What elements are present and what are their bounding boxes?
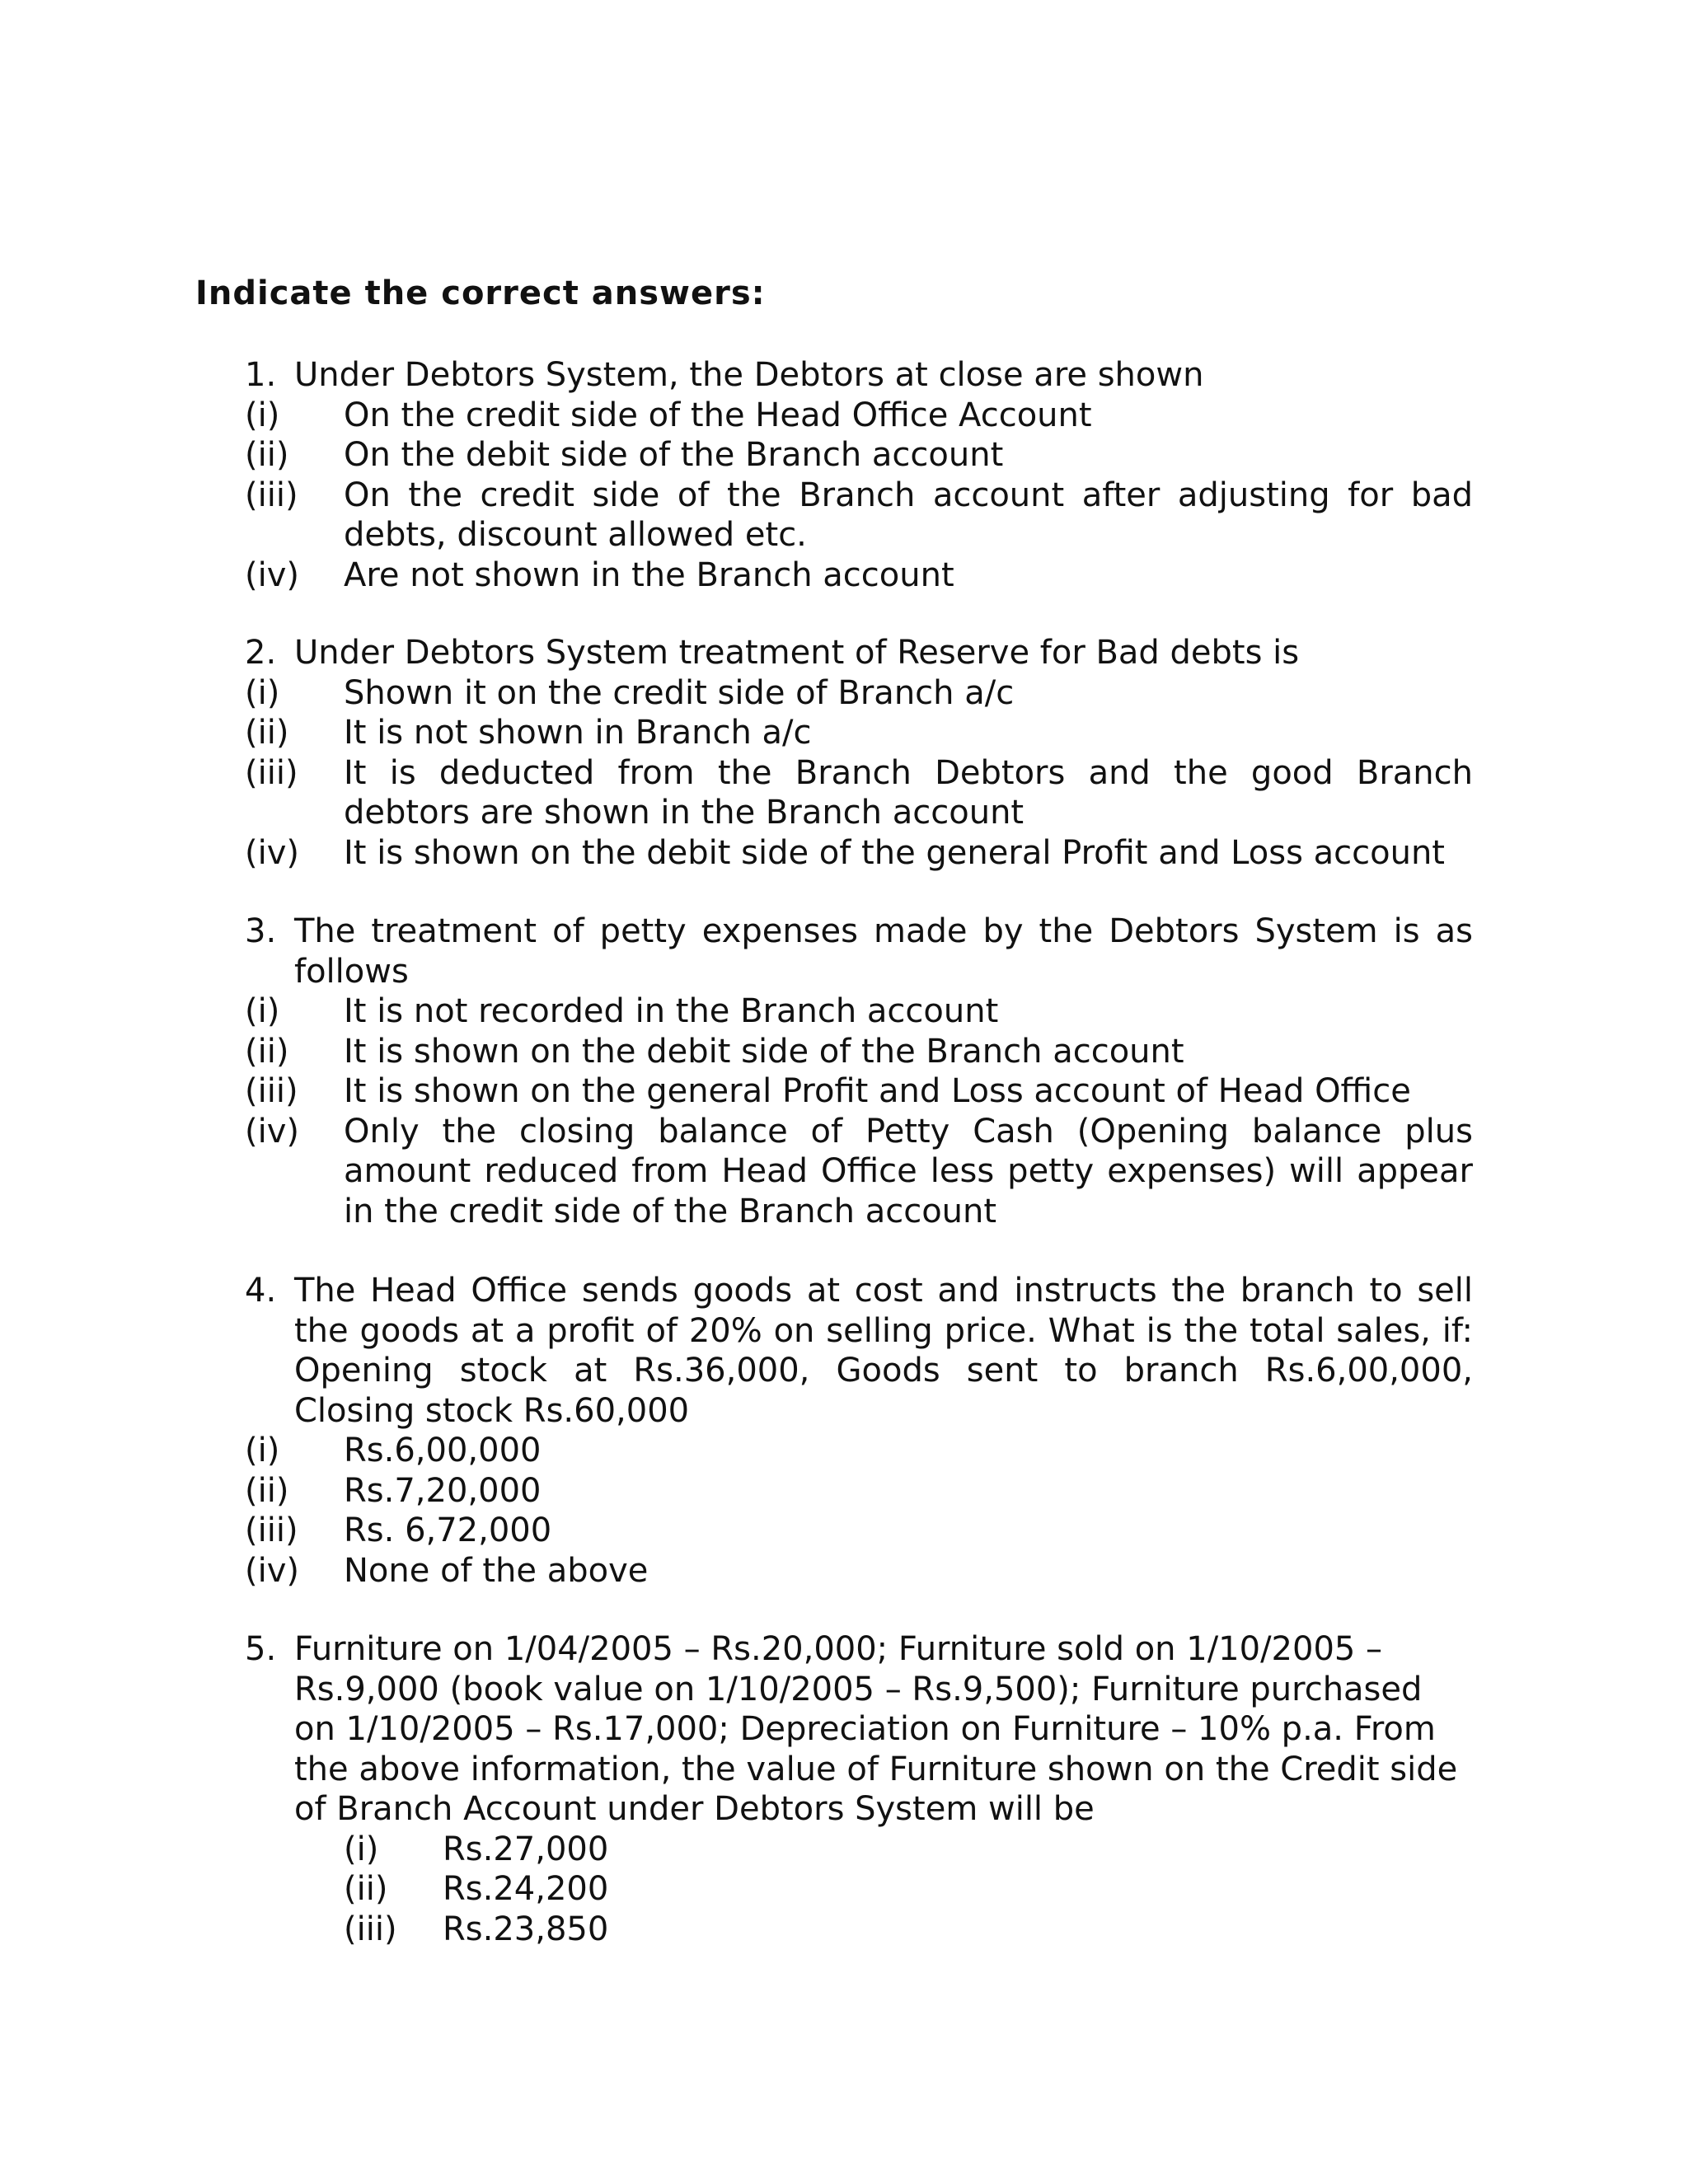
option-label: (iii) bbox=[245, 753, 298, 792]
option-row bbox=[245, 435, 1473, 476]
question-4 bbox=[245, 1271, 1473, 1591]
option-row bbox=[245, 833, 1473, 874]
question-text-row bbox=[245, 1271, 1473, 1431]
option-row bbox=[245, 1431, 1473, 1471]
option-text: Are not shown in the Branch account bbox=[344, 555, 954, 594]
option-row bbox=[245, 753, 1473, 833]
option-text: Rs. 6,72,000 bbox=[344, 1511, 552, 1549]
option-row bbox=[245, 1471, 1473, 1511]
option-text: It is shown on the debit side of the general Profit and Loss account bbox=[344, 833, 1445, 872]
option-row bbox=[245, 991, 1473, 1032]
option-text: On the debit side of the Branch account bbox=[344, 436, 1004, 474]
option-text: It is shown on the debit side of the Branch account bbox=[344, 1032, 1184, 1071]
option-text: It is not recorded in the Branch account bbox=[344, 992, 999, 1030]
option-row bbox=[344, 1869, 1473, 1910]
option-label: (iii) bbox=[344, 1910, 397, 1948]
option-row bbox=[245, 1551, 1473, 1591]
option-row bbox=[245, 1032, 1473, 1072]
question-text-row bbox=[245, 912, 1473, 991]
question-5 bbox=[245, 1629, 1473, 1949]
option-row bbox=[245, 1112, 1473, 1232]
option-label: (iv) bbox=[245, 1112, 299, 1151]
option-label: (ii) bbox=[245, 436, 289, 474]
option-text: On the credit side of the Branch account after adjusting for bad debts, discount allowed etc. bbox=[344, 476, 1473, 554]
option-text: It is not shown in Branch a/c bbox=[344, 714, 812, 752]
option-label: (ii) bbox=[245, 1471, 289, 1510]
option-label: (iii) bbox=[245, 1072, 298, 1110]
question-number: 3. bbox=[245, 912, 277, 950]
option-label: (i) bbox=[245, 396, 280, 434]
option-text: It is shown on the general Profit and Loss account of Head Office bbox=[344, 1072, 1411, 1110]
question-number: 2. bbox=[245, 634, 277, 672]
option-text: Shown it on the credit side of Branch a/c bbox=[344, 673, 1015, 712]
question-text-row bbox=[245, 1629, 1473, 1830]
option-row bbox=[245, 555, 1473, 596]
option-text: On the credit side of the Head Office Account bbox=[344, 396, 1092, 434]
option-row bbox=[245, 1071, 1473, 1112]
question-text-row bbox=[245, 355, 1473, 396]
option-label: (i) bbox=[245, 992, 280, 1030]
option-label: (iv) bbox=[245, 1551, 299, 1590]
question-number: 4. bbox=[245, 1272, 277, 1310]
option-row bbox=[245, 1511, 1473, 1551]
option-text: Rs.6,00,000 bbox=[344, 1432, 542, 1469]
option-label: (iii) bbox=[245, 476, 298, 514]
option-row bbox=[245, 476, 1473, 555]
question-text: Furniture on 1/04/2005 – Rs.20,000; Furniture sold on 1/10/2005 – Rs.9,000 (book value on 1/10/2005 – Rs.9,500); Furniture purchased on 1/10/2005 – Rs.17,000; Depreciation on Furniture – 10% p.a. From the above information, the value of Furniture shown on the Credit side of Branch Account under Debtors System will be bbox=[294, 1630, 1458, 1828]
option-label: (ii) bbox=[245, 714, 289, 752]
option-text: Rs.27,000 bbox=[443, 1830, 609, 1868]
option-label: (iv) bbox=[245, 555, 299, 594]
option-label: (iv) bbox=[245, 833, 299, 872]
option-row bbox=[245, 673, 1473, 714]
page-heading: Indicate the correct answers: bbox=[195, 274, 766, 312]
question-text: The Head Office sends goods at cost and instructs the branch to sell the goods at a profit of 20% on selling price. What is the total sales, if: Opening stock at Rs.36,000, Goods sent to branch Rs.6,00,000, Closing stock Rs.60,000 bbox=[294, 1272, 1473, 1430]
question-1 bbox=[245, 355, 1473, 595]
option-text: Rs.24,200 bbox=[443, 1870, 609, 1908]
option-label: (i) bbox=[245, 673, 280, 712]
option-row bbox=[344, 1830, 1473, 1870]
question-2 bbox=[245, 633, 1473, 873]
option-label: (i) bbox=[245, 1432, 280, 1469]
option-text: It is deducted from the Branch Debtors and the good Branch debtors are shown in the Branch account bbox=[344, 753, 1473, 832]
option-label: (ii) bbox=[344, 1870, 388, 1908]
question-3 bbox=[245, 912, 1473, 1231]
question-number: 5. bbox=[245, 1630, 277, 1668]
question-text: Under Debtors System, the Debtors at close are shown bbox=[294, 356, 1204, 394]
option-text: Rs.7,20,000 bbox=[344, 1471, 542, 1510]
question-text-row bbox=[245, 633, 1473, 673]
option-text: Rs.23,850 bbox=[443, 1910, 609, 1948]
option-row bbox=[245, 713, 1473, 753]
question-text: The treatment of petty expenses made by the Debtors System is as follows bbox=[294, 912, 1473, 991]
option-label: (i) bbox=[344, 1830, 379, 1868]
question-text: Under Debtors System treatment of Reserve for Bad debts is bbox=[294, 634, 1300, 672]
option-text: None of the above bbox=[344, 1551, 649, 1590]
option-text: Only the closing balance of Petty Cash (Opening balance plus amount reduced from Head Office less petty expenses) will appear in the credit side of the Branch account bbox=[344, 1112, 1473, 1230]
option-row bbox=[344, 1910, 1473, 1950]
option-row bbox=[245, 396, 1473, 436]
option-label: (iii) bbox=[245, 1511, 298, 1549]
option-label: (ii) bbox=[245, 1032, 289, 1071]
question-number: 1. bbox=[245, 356, 277, 394]
